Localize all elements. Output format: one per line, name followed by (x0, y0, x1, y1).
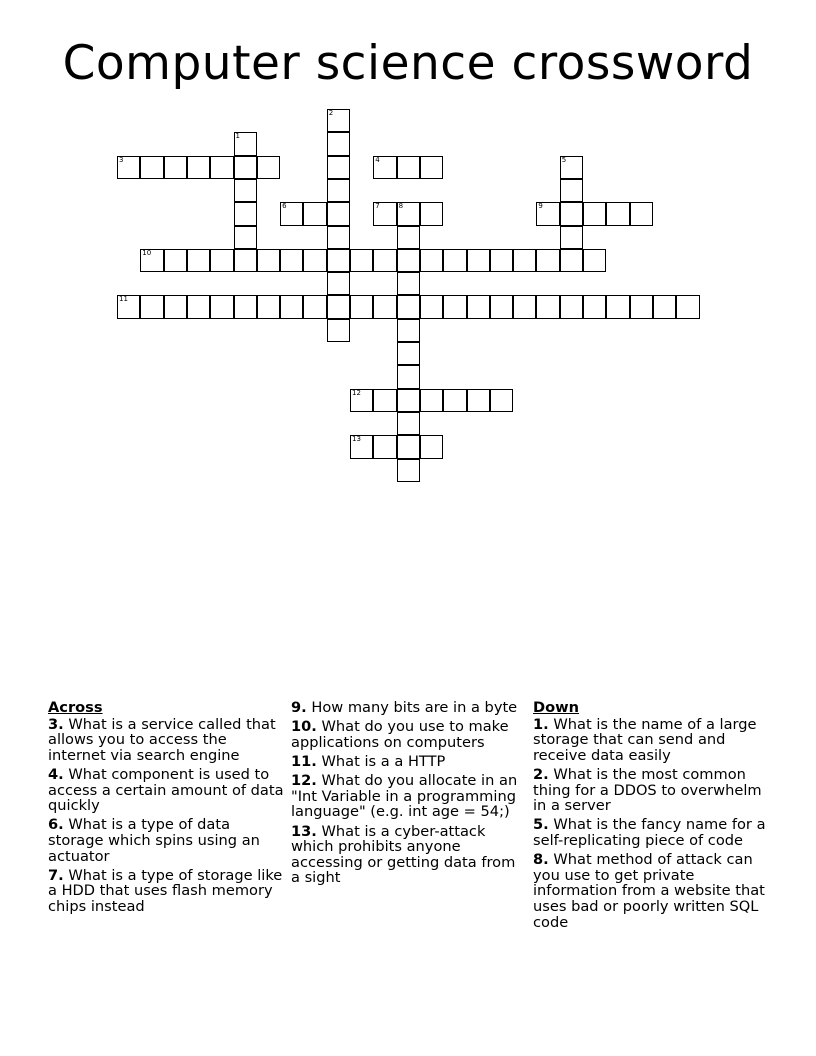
crossword-cell[interactable] (303, 295, 326, 318)
crossword-cell[interactable] (397, 342, 420, 365)
crossword-cell[interactable] (443, 389, 466, 412)
clue-number: 9. (291, 699, 307, 716)
clue-list-1 (48, 717, 284, 915)
crossword-cell[interactable] (327, 132, 350, 155)
clue-item (48, 767, 284, 814)
crossword-cell[interactable] (443, 249, 466, 272)
crossword-cell[interactable] (373, 249, 396, 272)
crossword-cell[interactable] (397, 202, 420, 225)
crossword-cell[interactable] (234, 202, 257, 225)
crossword-cell[interactable] (513, 295, 536, 318)
crossword-cell[interactable] (536, 295, 559, 318)
crossword-cell[interactable] (257, 249, 280, 272)
clue-number: 2. (533, 765, 549, 783)
clue-item (48, 868, 284, 915)
clue-item (48, 717, 284, 764)
crossword-cell[interactable] (327, 109, 350, 132)
crossword-cell[interactable] (467, 295, 490, 318)
crossword-cell[interactable] (117, 295, 140, 318)
crossword-cell[interactable] (397, 249, 420, 272)
crossword-cell[interactable] (350, 249, 373, 272)
crossword-cell[interactable] (373, 389, 396, 412)
clue-number: 13. (291, 822, 317, 840)
crossword-cell[interactable] (420, 249, 443, 272)
crossword-cell[interactable] (257, 295, 280, 318)
clue-number: 9 (538, 202, 543, 211)
crossword-cell[interactable] (140, 249, 163, 272)
clue-text: What do you use to make applications on computers (291, 718, 509, 751)
crossword-cell[interactable] (397, 156, 420, 179)
clue-text: What is a service called that allows you to access the internet via search engine (48, 715, 276, 764)
clue-column-1 (48, 700, 284, 918)
crossword-cell[interactable] (187, 249, 210, 272)
crossword-cell[interactable] (630, 202, 653, 225)
clue-number: 2 (328, 109, 334, 117)
crossword-cell[interactable] (234, 226, 257, 249)
crossword-cell[interactable] (420, 389, 443, 412)
crossword-cell[interactable] (560, 202, 583, 225)
crossword-cell[interactable] (397, 226, 420, 249)
page-title: Computer science crossword (62, 36, 754, 91)
clue-number: 8 (398, 202, 404, 211)
clue-item (291, 700, 527, 716)
crossword-cell[interactable] (397, 319, 420, 342)
clue-number: 5 (561, 155, 567, 164)
crossword-cell[interactable] (327, 249, 350, 272)
crossword-grid (0, 0, 816, 480)
crossword-cell[interactable] (490, 295, 513, 318)
crossword-cell[interactable] (397, 435, 420, 458)
crossword-cell[interactable] (420, 202, 443, 225)
crossword-cell[interactable] (560, 179, 583, 202)
crossword-cell[interactable] (490, 389, 513, 412)
crossword-cell[interactable] (327, 226, 350, 249)
clue-text: What component is used to access a certain amount of data quickly (48, 765, 284, 815)
crossword-cell[interactable] (210, 249, 233, 272)
crossword-cell[interactable] (583, 295, 606, 318)
crossword-cell[interactable] (583, 202, 606, 225)
crossword-cell[interactable] (280, 249, 303, 272)
clue-number: 11. (291, 752, 317, 770)
clue-text: What is a cyber-attack which prohibits anyone accessing or getting data from a sight (291, 822, 516, 887)
crossword-cell[interactable] (280, 295, 303, 318)
clue-list-3 (533, 717, 769, 931)
clue-item (48, 817, 284, 864)
clue-column-2 (291, 700, 527, 890)
clue-item (291, 824, 527, 886)
crossword-cell[interactable] (583, 249, 606, 272)
crossword-cell[interactable] (606, 295, 629, 318)
crossword-cell[interactable] (397, 295, 420, 318)
crossword-cell[interactable] (164, 295, 187, 318)
crossword-cell[interactable] (560, 295, 583, 318)
crossword-cell[interactable] (187, 295, 210, 318)
clue-number: 4 (375, 155, 380, 164)
crossword-cell[interactable] (164, 156, 187, 179)
clue-item (291, 773, 527, 820)
crossword-cell[interactable] (327, 156, 350, 179)
clue-text: What is a type of storage like a HDD that uses flash memory chips instead (48, 866, 283, 915)
crossword-cell[interactable] (443, 295, 466, 318)
clue-text: What is the fancy name for a self-replicating piece of code (533, 816, 766, 849)
crossword-cell[interactable] (117, 156, 140, 179)
crossword-cell[interactable] (560, 226, 583, 249)
crossword-cell[interactable] (397, 272, 420, 295)
crossword-cell[interactable] (234, 132, 257, 155)
clue-text: How many bits are in a byte (306, 699, 518, 716)
clue-number: 13 (352, 435, 361, 444)
crossword-cell[interactable] (676, 295, 699, 318)
crossword-cell[interactable] (397, 389, 420, 412)
clue-number: 12. (291, 772, 317, 790)
crossword-cell[interactable] (234, 179, 257, 202)
crossword-cell[interactable] (327, 319, 350, 342)
crossword-cell[interactable] (280, 202, 303, 225)
clue-text: What is the most common thing for a DDOS to overwhelm in a server (533, 765, 762, 815)
crossword-cell[interactable] (536, 202, 559, 225)
clue-number: 1. (533, 715, 549, 733)
crossword-cell[interactable] (653, 295, 676, 318)
clue-text: What is the name of a large storage that can send and receive data easily (533, 715, 757, 764)
clue-item (533, 767, 769, 814)
crossword-cell[interactable] (397, 412, 420, 435)
crossword-cell[interactable] (327, 202, 350, 225)
clue-text: What method of attack can you use to get private information from a website that uses bad or poorly written SQL code (533, 851, 765, 931)
clue-number: 10 (142, 248, 152, 257)
clue-number: 8. (533, 851, 549, 869)
crossword-cell[interactable] (327, 295, 350, 318)
crossword-cell[interactable] (560, 156, 583, 179)
crossword-cell[interactable] (350, 295, 373, 318)
crossword-cell[interactable] (350, 435, 373, 458)
crossword-cell[interactable] (513, 249, 536, 272)
crossword-cell[interactable] (536, 249, 559, 272)
crossword-cell[interactable] (420, 295, 443, 318)
clue-number: 4. (48, 765, 64, 783)
clue-item (291, 719, 527, 750)
crossword-cell[interactable] (210, 295, 233, 318)
clue-text: What is a type of data storage which spins using an actuator (48, 816, 260, 865)
clue-number: 11 (119, 295, 128, 304)
crossword-cell[interactable] (467, 389, 490, 412)
crossword-cell[interactable] (140, 295, 163, 318)
clue-number: 6 (282, 202, 287, 211)
crossword-cell[interactable] (420, 156, 443, 179)
crossword-cell[interactable] (397, 365, 420, 388)
clue-number: 6. (48, 816, 64, 834)
clue-column-3 (533, 700, 769, 934)
down-heading: Down (533, 699, 580, 716)
crossword-cell[interactable] (164, 249, 187, 272)
clue-number: 5. (533, 816, 549, 834)
crossword-cell[interactable] (140, 156, 163, 179)
crossword-cell[interactable] (373, 202, 396, 225)
clue-item (533, 817, 769, 848)
crossword-cell[interactable] (187, 156, 210, 179)
clue-number: 3. (48, 715, 64, 733)
crossword-cell[interactable] (327, 272, 350, 295)
crossword-cell[interactable] (560, 249, 583, 272)
crossword-cell[interactable] (606, 202, 629, 225)
crossword-cell[interactable] (234, 295, 257, 318)
crossword-cell[interactable] (420, 435, 443, 458)
clue-list-2 (291, 700, 527, 886)
clue-number: 10. (291, 718, 317, 736)
across-heading: Across (48, 699, 103, 716)
crossword-cell[interactable] (630, 295, 653, 318)
crossword-cell[interactable] (397, 459, 420, 482)
clue-item (291, 754, 527, 770)
clue-number: 12 (352, 388, 361, 397)
clue-number: 7 (375, 202, 380, 211)
crossword-cell[interactable] (257, 156, 280, 179)
crossword-cell[interactable] (490, 249, 513, 272)
crossword-cell[interactable] (373, 156, 396, 179)
crossword-cell[interactable] (373, 435, 396, 458)
clue-number: 1 (235, 132, 240, 141)
clue-number: 3 (119, 155, 124, 164)
crossword-cell[interactable] (303, 202, 326, 225)
crossword-cell[interactable] (373, 295, 396, 318)
crossword-cell[interactable] (467, 249, 490, 272)
crossword-cell[interactable] (303, 249, 326, 272)
clue-item (533, 717, 769, 764)
clue-item (533, 852, 769, 930)
crossword-cell[interactable] (210, 156, 233, 179)
clue-number: 7. (48, 866, 64, 884)
clue-text: What do you allocate in an "Int Variable in a programming language" (e.g. int age = 54;) (291, 772, 518, 821)
crossword-cell[interactable] (234, 156, 257, 179)
crossword-cell[interactable] (350, 389, 373, 412)
crossword-cell[interactable] (234, 249, 257, 272)
clue-text: What is a a HTTP (316, 752, 446, 770)
crossword-cell[interactable] (327, 179, 350, 202)
